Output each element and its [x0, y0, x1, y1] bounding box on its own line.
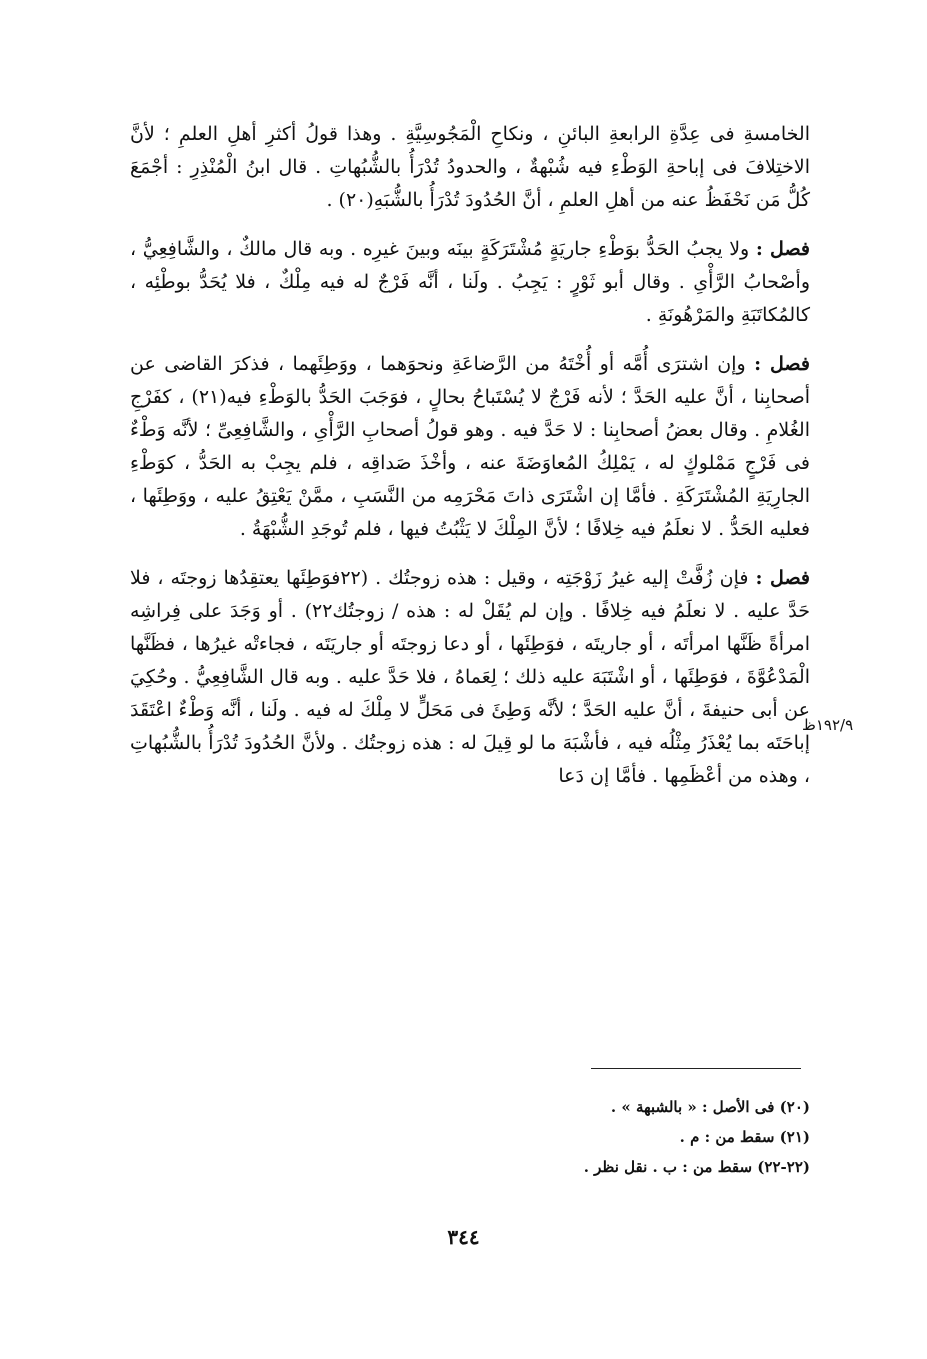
footnote-divider	[591, 1068, 801, 1069]
paragraph-heading: فصل :	[755, 567, 811, 589]
paragraph-heading: فصل :	[754, 353, 810, 375]
footnote-item: (٢٠) فى الأصل : « بالشبهة » .	[610, 1098, 810, 1116]
paragraph-fasl-3	[130, 562, 810, 793]
paragraph-body: وإن اشترَى أُمَّه أو أُخْتَهُ من الرَّضاعَةِ ونحوَهما ، ووَطِئَهما ، فذكرَ القاضى عن أصحابِنا ، أنَّ عليه الحَدَّ ؛ لأنه فَرْجٌ لا يُسْتَباحُ بحالٍ ، فوَجَبَ الحَدُّ بالوَطْءِ فيه(٢١) ، كفَرْجِ الغُلامِ . وقال بعضُ أصحابِنا : لا حَدَّ فيه . وهو قولُ أصحابِ الرَّأْىِ ، والشَّافِعِىِّ ؛ لأنَّه وَطْءٌ فى فَرْجٍ مَمْلوكٍ له ، يَمْلِكُ المُعاوَضَةَ عنه ، وأخْذَ صَداقِه ، فلم يجِبْ به الحَدُّ ، كوَطْءِ الجارِيَةِ المُشْتَرَكَةِ . فأمَّا إن اشْتَرَى ذاتَ مَحْرَمِه من النَّسَبِ ، ممَّنْ يَعْتِقُ عليه ، ووَطِئَها ، فعليه الحَدُّ . لا نعلَمُ فيه خِلافًا ؛ لأنَّ المِلْكَ لا يَثْبُتُ فيها ، فلم تُوجَدِ الشُّبْهَةُ .	[130, 353, 810, 540]
page-number: ٣٤٤	[447, 1225, 480, 1249]
paragraph-body: ولا يجبُ الحَدُّ بوَطْءِ جاريَةٍ مُشْتَرَكَةٍ بينَه وبينَ غيرِه . وبه قال مالكٌ ، والشَّافِعِيُّ ، وأصْحابُ الرَّأْىِ . وقال أبو ثَوْرٍ : يَجِبُ . ولَنا ، أنَّه فَرْجٌ له فيه مِلْكٌ ، فلا يُحَدُّ بوطْئِه ، كالمُكاتَبَةِ والمَرْهُونَةِ .	[130, 238, 810, 326]
paragraph-body: الخامسةِ فى عِدَّةِ الرابعةِ البائنِ ، ونكاحِ الْمَجُوسِيَّةِ . وهذا قولُ أكثرِ أهلِ العلمِ ؛ لأنَّ الاختِلافَ فى إباحةِ الوَطْءِ فيه شُبْهةٌ ، والحدودُ تُدْرَأُ بالشُّبُهاتِ . قال ابنُ الْمُنْذِرِ : أجْمَعَ كُلُّ مَن نَحْفَظُ عنه من أهلِ العلمِ ، أنَّ الحُدُودَ تُدْرَأُ بالشُّبَهِ(٢٠) .	[130, 123, 810, 211]
main-text-body	[130, 118, 810, 809]
manuscript-margin-reference: ١٩٢/٩ظ	[802, 716, 854, 734]
footnote-item: (٢٢-٢٢) سقط من : ب . نقل نظر .	[583, 1158, 810, 1176]
paragraph-fasl-2	[130, 348, 810, 546]
paragraph-fasl-1	[130, 233, 810, 332]
paragraph-intro	[130, 118, 810, 217]
footnotes	[300, 1092, 810, 1182]
paragraph-body: فإن زُفَّتْ إليه غيرُ زَوْجَتِه ، وقيل : هذه زوجتُك . (٢٢فوَطِئَها يعتقِدُها زوجتَه ، فلا حَدَّ عليه . لا نعلَمُ فيه خِلافًا . وإن لم يُقَلْ له : هذه / زوجتُك٢٢) . أو وَجَدَ على فِراشِه امرأةً ظَنَّها امرأتَه ، أو جاريتَه ، فوَطِئَها ، أو دعا زوجتَه أو جاريَتَه ، فجاءتْه غيرُها ، فظَنَّها الْمَدْعُوَّةَ ، فوَطِئَها ، أو اشْتَبَهَ عليه ذلك ؛ لِعَماهُ ، فلا حَدَّ عليه . وبه قال الشَّافِعِيُّ . وحُكِيَ عن أبى حنيفةَ ، أنَّ عليه الحَدَّ ؛ لأنَّه وَطِئَ فى مَحَلٍّ لا مِلْكَ له فيه . ولَنا ، أنَّه وَطْءٌ اعْتَقَدَ إباحَتَه بما يُعْذَرُ مِثْلُه فيه ، فأشْبَهَ ما لو قِيلَ له : هذه زوجتُك . ولأنَّ الحُدُودَ تُدْرَأُ بالشُّبُهاتِ ، وهذه من أعْظَمِها . فأمَّا إن دَعا	[130, 567, 810, 787]
paragraph-heading: فصل :	[755, 238, 811, 260]
footnote-item: (٢١) سقط من : م .	[679, 1128, 810, 1146]
